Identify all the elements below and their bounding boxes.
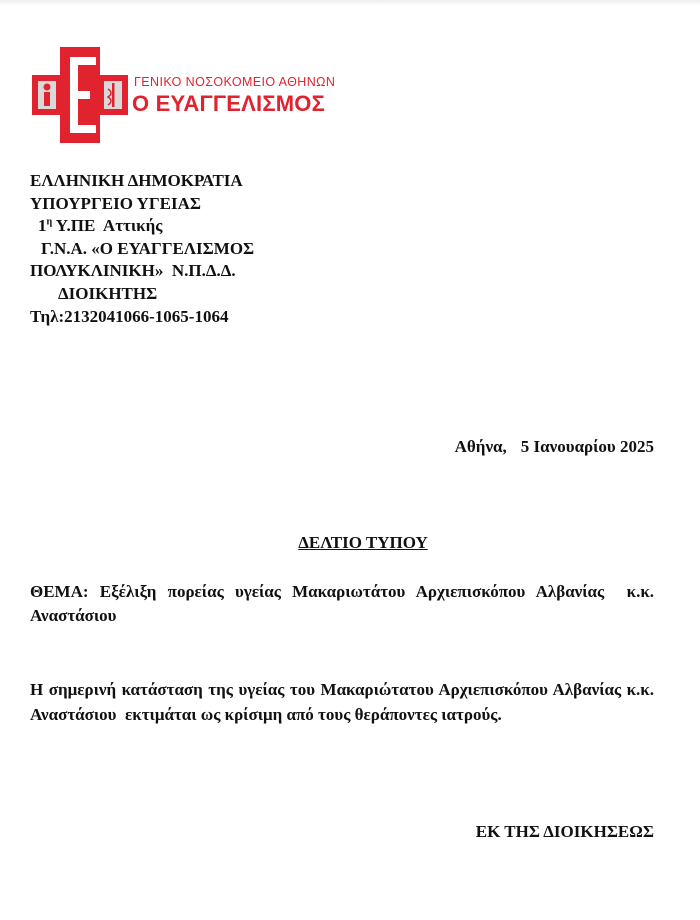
hospital-logo (30, 45, 336, 145)
signature-line: ΕΚ ΤΗΣ ΔΙΟΙΚΗΣΕΩΣ (475, 822, 654, 841)
date-line (455, 437, 654, 457)
ministry-label: ΥΠΟΥΡΓΕΙΟ ΥΓΕΙΑΣ (30, 193, 201, 213)
hospital-name-line1: Γ.Ν.Α. «Ο ΕΥΑΓΓΕΛΙΣΜΟΣ (41, 238, 255, 258)
hospital-name-line2: ΠΟΛΥΚΛΙΝΙΚΗ» Ν.Π.Δ.Δ. (30, 261, 236, 281)
health-region-label (30, 215, 430, 238)
logo-hospital-line: ΓΕΝΙΚΟ ΝΟΣΟΚΟΜΕΙΟ ΑΘΗΝΩΝ (134, 75, 336, 89)
republic-label: ΕΛΛΗΝΙΚΗ ΔΗΜΟΚΡΑΤΙΑ (30, 171, 243, 190)
director-label: ΔΙΟΙΚΗΤΗΣ (58, 283, 158, 303)
subject-line (30, 580, 658, 628)
logo-hospital-name: Ο ΕΥΑΓΓΕΛΙΣΜΟΣ (132, 91, 326, 116)
letterhead (30, 170, 430, 328)
region-number: 1 (38, 216, 47, 236)
subject-text: Εξέλιξη πορείας υγείας Μακαριωτάτου Αρχιεπισκόπου Αλβανίας κ.κ. Αναστάσιου (30, 582, 658, 625)
subject-label: ΘΕΜΑ: (30, 582, 89, 601)
page-top-edge (0, 0, 700, 6)
phone-label: Τηλ:2132041066-1065-1064 (30, 306, 229, 326)
press-release-title: ΔΕΛΤΙΟ ΤΥΠΟΥ (298, 533, 428, 552)
date-value: 5 Ιανουαρίου 2025 (520, 437, 654, 456)
body-paragraph: Η σημερινή κατάσταση της υγείας του Μακαριώτατου Αρχιεπισκόπου Αλβανίας κ.κ. Αναστάσιου εκτιμάται ως κρίσιμη από τους θεράποντες ιατρούς. (30, 680, 658, 724)
region-ordinal: η (46, 216, 53, 228)
hospital-cross-icon (30, 45, 130, 145)
region-rest: Υ.ΠΕ Αττικής (52, 216, 163, 236)
date-place: Αθήνα, (454, 437, 507, 456)
